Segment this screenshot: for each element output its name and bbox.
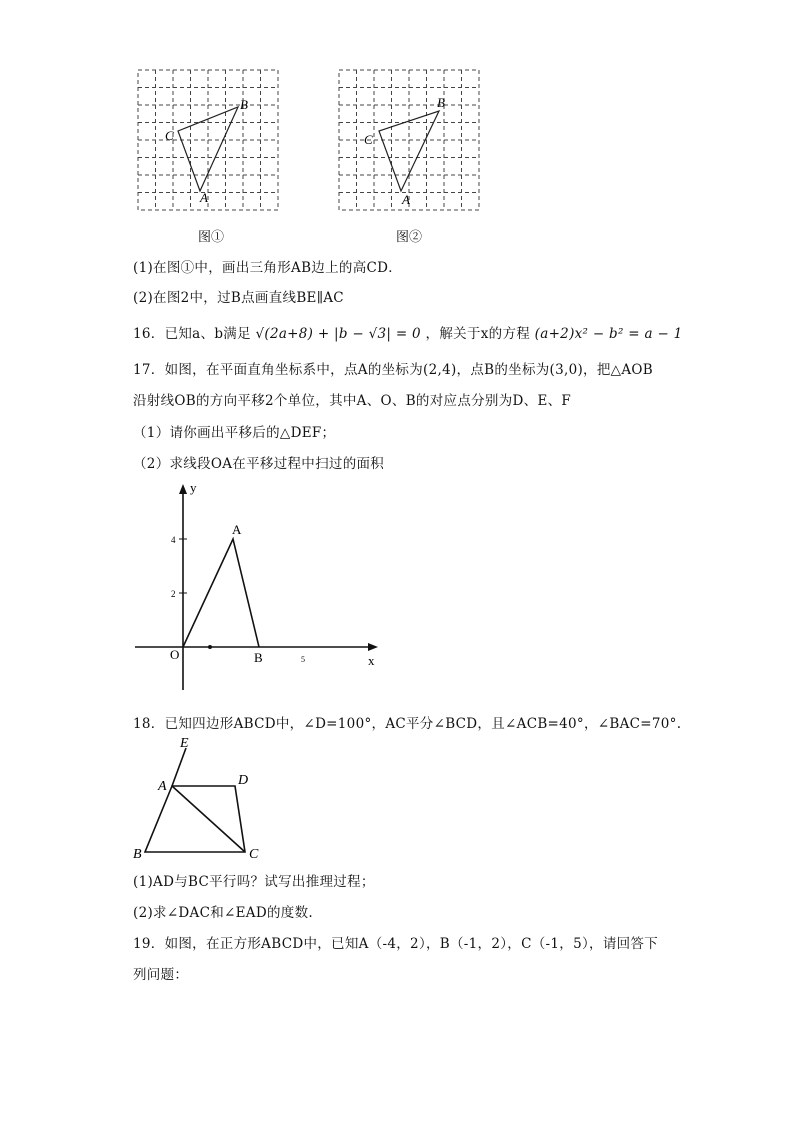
label-A: A (200, 190, 208, 205)
q16-line (133, 322, 683, 342)
quadrilateral-figure (128, 734, 278, 864)
grid-figure-2 (331, 62, 491, 222)
y-tick-2: 2 (171, 589, 176, 599)
q17-line2: 沿射线OB的方向平移2个单位，其中A、O、B的对应点分别为D、E、F (133, 393, 572, 409)
label-A: A (402, 192, 410, 207)
q19-line1: 19．如图，在正方形ABCD中，已知A（-4，2），B（-1，2），C（-1，5），请回答下 (133, 936, 659, 952)
label-A: A (158, 779, 167, 794)
q16-text-middle: ，解关于x的方程 (425, 326, 531, 342)
label-B: B (240, 97, 248, 112)
label-D: D (238, 773, 249, 788)
q15-part1: (1)在图①中，画出三角形AB边上的高CD． (133, 260, 403, 276)
x-axis-label: x (368, 653, 375, 668)
q16-equation: √(2a+8) + |b − √3| = 0 (255, 326, 421, 342)
q16-equation2: (a+2)x² − b² = a − 1 (534, 326, 683, 342)
y-axis-label: y (190, 480, 197, 495)
q17-part1: （1）请你画出平移后的△DEF； (133, 425, 336, 441)
figure-caption-1: 图① (198, 230, 225, 245)
q17-part2: （2）求线段OA在平移过程中扫过的面积 (133, 456, 385, 472)
q18-line1: 18．已知四边形ABCD中，∠D=100°，AC平分∠BCD，且∠ACB=40°，∠BAC=70°. (133, 716, 682, 732)
coordinate-graph (130, 480, 390, 695)
label-C: C (249, 847, 259, 862)
label-B: B (133, 847, 142, 862)
label-C: C (165, 128, 174, 143)
point-B-label: B (254, 650, 263, 665)
label-E: E (180, 736, 189, 751)
q16-text-before: 16．已知a、b满足 (133, 326, 251, 342)
figure-caption-2: 图② (396, 230, 423, 245)
origin-label: O (170, 647, 180, 662)
q15-part2: (2)在图2中，过B点画直线BE∥AC (133, 290, 344, 306)
point-A-label: A (232, 522, 242, 537)
label-B: B (437, 95, 445, 110)
q19-line2: 列问题： (133, 967, 189, 983)
grid-figure-1 (130, 62, 290, 222)
q18-part2: (2)求∠DAC和∠EAD的度数. (133, 905, 313, 921)
q17-line1: 17．如图，在平面直角坐标系中，点A的坐标为(2,4)，点B的坐标为(3,0)，把△AOB (133, 362, 653, 378)
y-tick-4: 4 (171, 535, 176, 545)
q18-part1: (1)AD与BC平行吗？试写出推理过程； (133, 874, 375, 890)
label-C: C (364, 132, 373, 147)
x-tick-5: 5 (301, 655, 305, 664)
